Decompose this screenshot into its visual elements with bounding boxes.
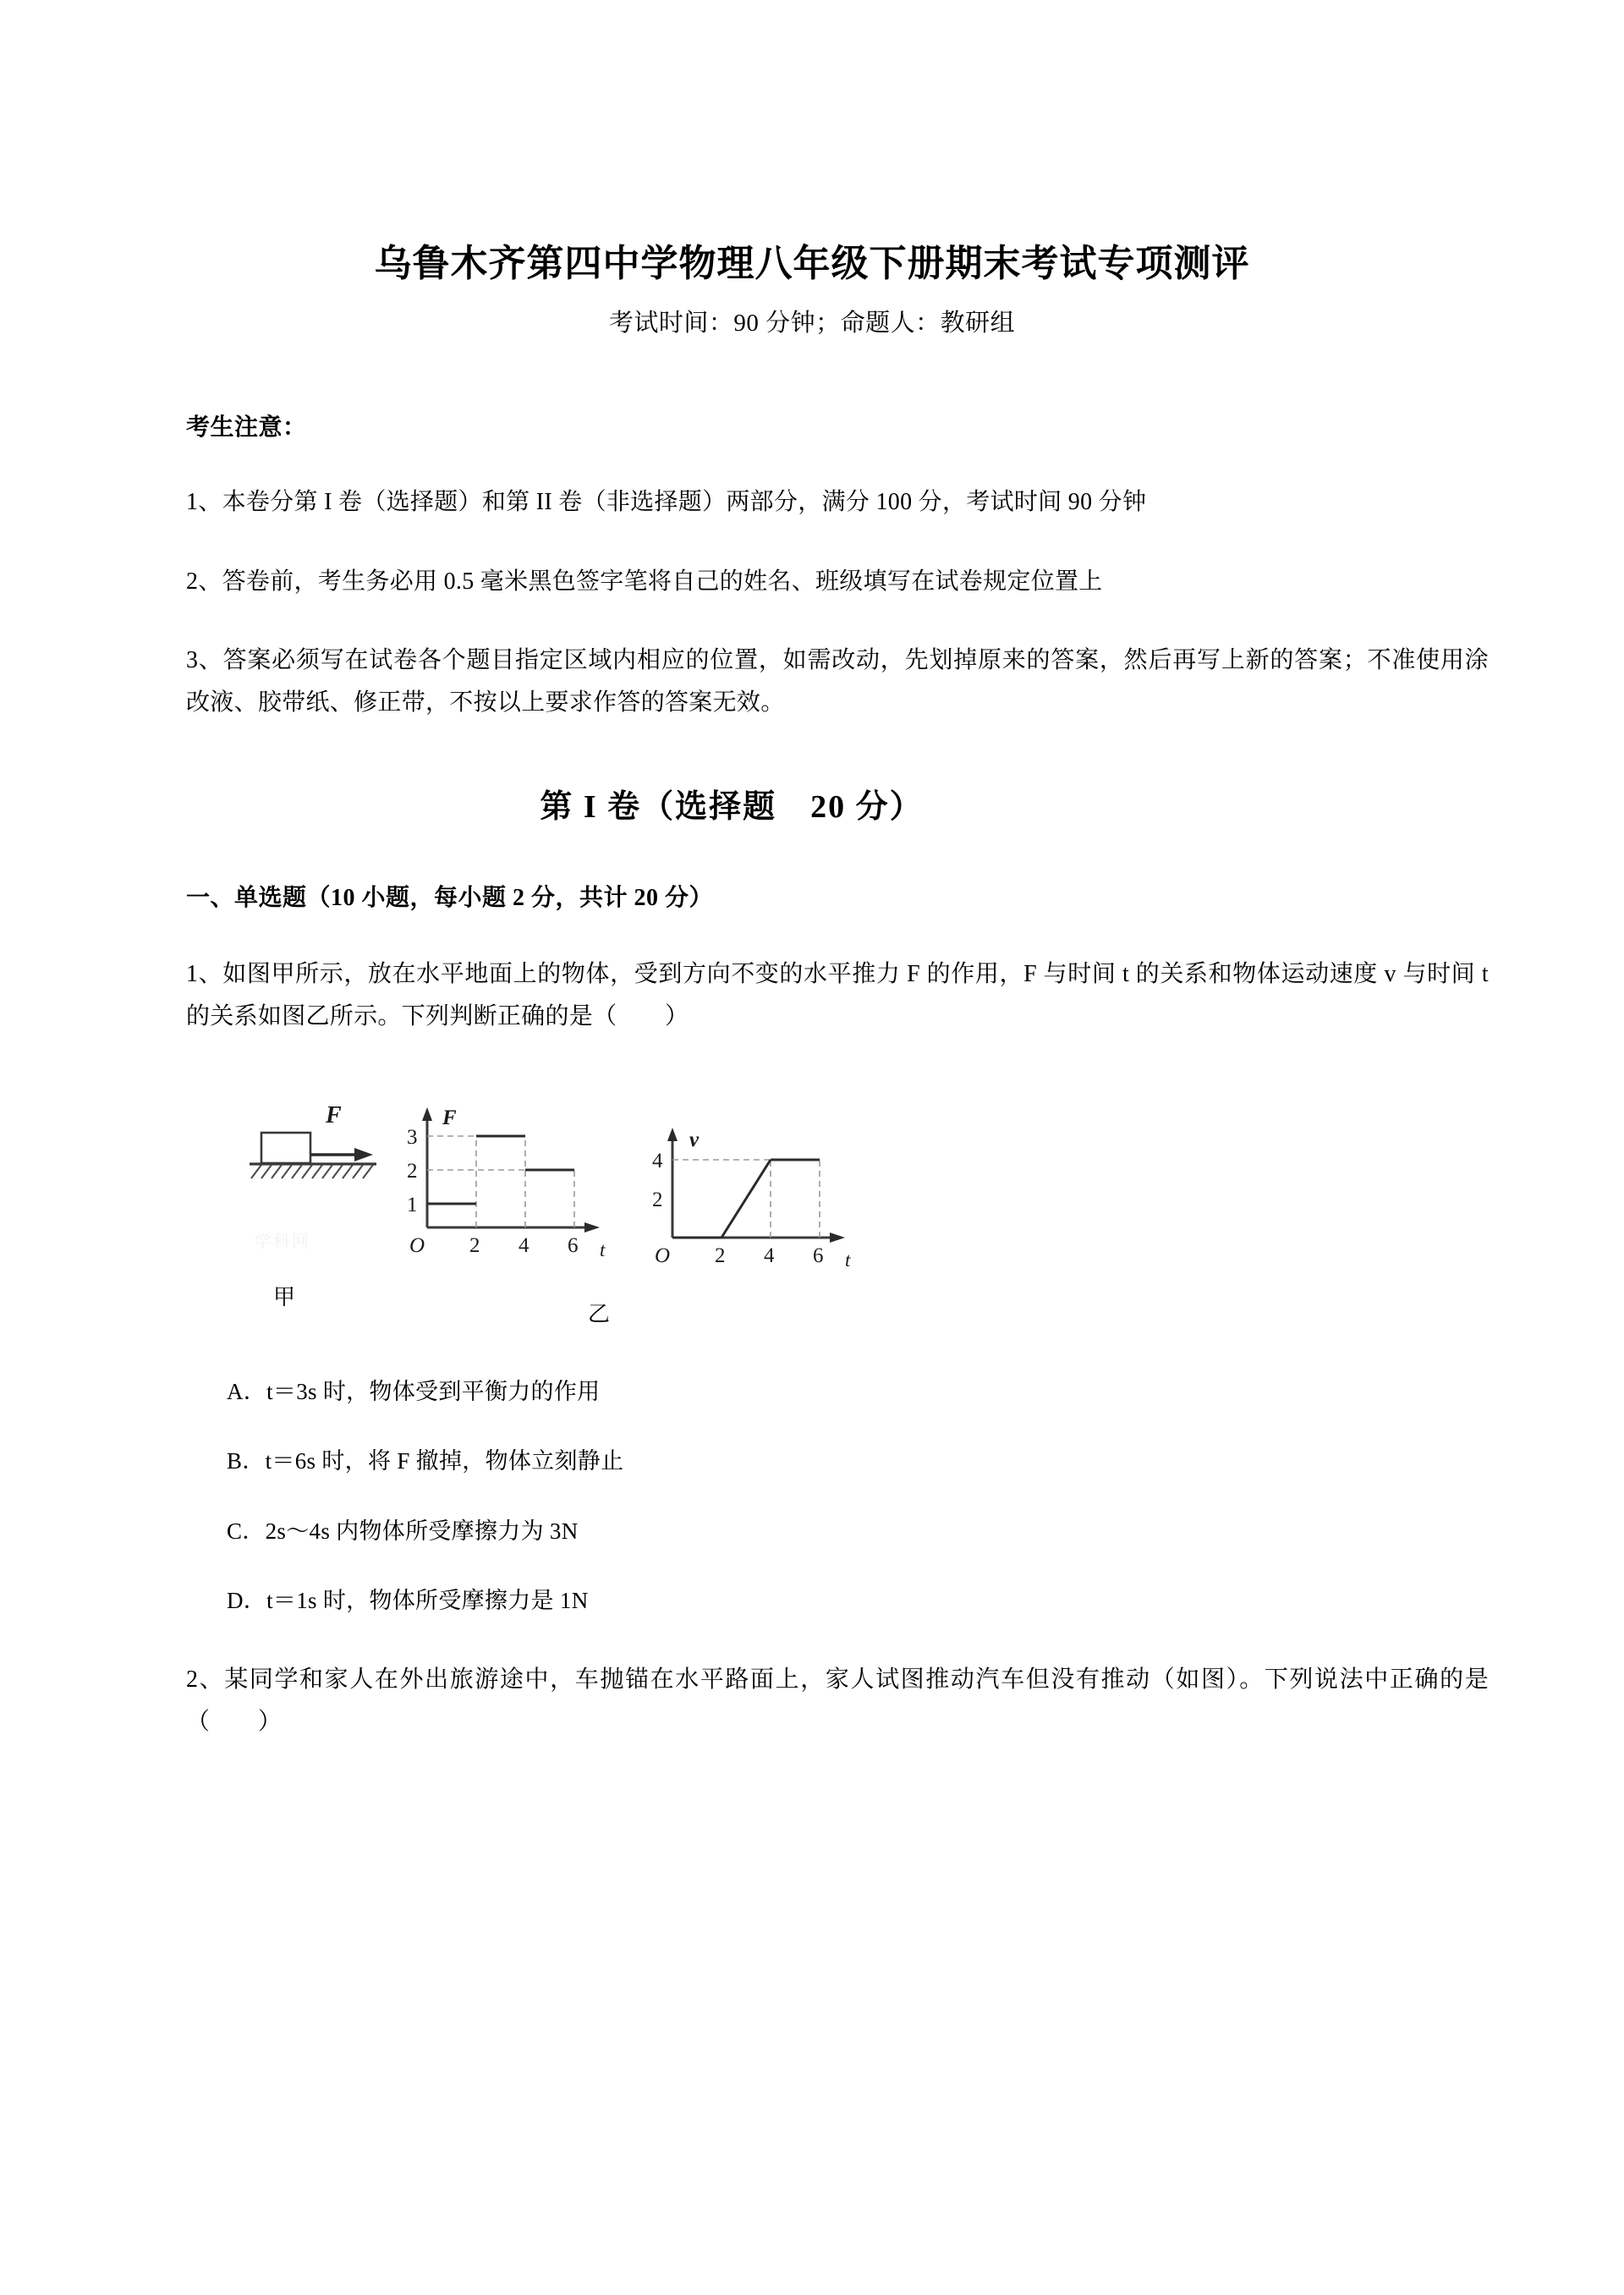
- svg-text:2: 2: [652, 1188, 663, 1211]
- question-1-option-d: D．t＝1s 时，物体所受摩擦力是 1N: [227, 1588, 589, 1614]
- svg-text:3: 3: [407, 1125, 418, 1149]
- question-1-option-c: C．2s～4s 内物体所受摩擦力为 3N: [227, 1518, 579, 1544]
- notice-item-2: 2、答卷前，考生务必用 0.5 毫米黑色签字笔将自己的姓名、班级填写在试卷规定位置上: [186, 568, 1103, 595]
- svg-text:O: O: [655, 1244, 671, 1267]
- svg-text:1: 1: [407, 1193, 418, 1216]
- question-1-figure: [250, 1085, 875, 1339]
- subsection-title-single-choice: 一、单选题（10 小题，每小题 2 分，共计 20 分）: [186, 885, 714, 912]
- notice-item-1: 1、本卷分第 I 卷（选择题）和第 II 卷（非选择题）两部分，满分 100 分，考试时间 90 分钟: [186, 488, 1147, 515]
- svg-text:4: 4: [518, 1233, 529, 1257]
- question-1-figure-wrap: [186, 1038, 1489, 1339]
- question-1-stem: 1、如图甲所示，放在水平地面上的物体，受到方向不变的水平推力 F 的作用，F 与时间 t 的关系和物体运动速度 v 与时间 t 的关系如图乙所示。下列判断正确的是（ ）: [186, 961, 1489, 1029]
- block-on-ground-diagram: [250, 1102, 376, 1178]
- svg-text:2: 2: [469, 1233, 480, 1257]
- svg-text:t: t: [845, 1249, 851, 1271]
- question-1-option-b: B．t＝6s 时，将 F 撤掉，物体立刻静止: [227, 1448, 624, 1474]
- figure-label-yi: 乙: [588, 1301, 611, 1326]
- svg-text:O: O: [409, 1233, 425, 1257]
- figure-watermark: 学科网: [255, 1232, 310, 1251]
- page-title: 乌鲁木齐第四中学物理八年级下册期末考试专项测评: [374, 243, 1250, 284]
- svg-text:6: 6: [813, 1244, 824, 1267]
- svg-text:F: F: [442, 1106, 457, 1129]
- svg-text:4: 4: [764, 1244, 775, 1267]
- notice-heading: 考生注意：: [186, 414, 307, 441]
- svg-text:4: 4: [652, 1149, 663, 1172]
- notice-item-3: 3、答案必须写在试卷各个题目指定区域内相应的位置，如需改动，先划掉原来的答案，然后再写上新的答案；不准使用涂改液、胶带纸、修正带，不按以上要求作答的答案无效。: [186, 647, 1489, 717]
- svg-text:v: v: [689, 1128, 700, 1151]
- figure-label-jia: 甲: [273, 1284, 296, 1309]
- svg-text:6: 6: [568, 1233, 579, 1257]
- question-2-stem: 2、某同学和家人在外出旅游途中，车抛锚在水平路面上，家人试图推动汽车但没有推动（如图）。下列说法中正确的是（ ）: [186, 1666, 1489, 1735]
- svg-text:2: 2: [407, 1159, 418, 1183]
- svg-text:2: 2: [715, 1244, 726, 1267]
- physics-diagram-svg: [250, 1085, 875, 1339]
- svg-text:t: t: [600, 1238, 606, 1260]
- svg-text:F: F: [326, 1101, 342, 1128]
- question-1-option-a: A．t＝3s 时，物体受到平衡力的作用: [227, 1378, 601, 1404]
- velocity-time-chart: [652, 1128, 851, 1271]
- exam-subtitle: 考试时间：90 分钟；命题人：教研组: [608, 309, 1016, 337]
- force-time-chart: [407, 1106, 606, 1260]
- section-title-volume-one: 第 I 卷（选择题 20 分）: [540, 789, 924, 826]
- document-content: [0, 340, 1624, 1743]
